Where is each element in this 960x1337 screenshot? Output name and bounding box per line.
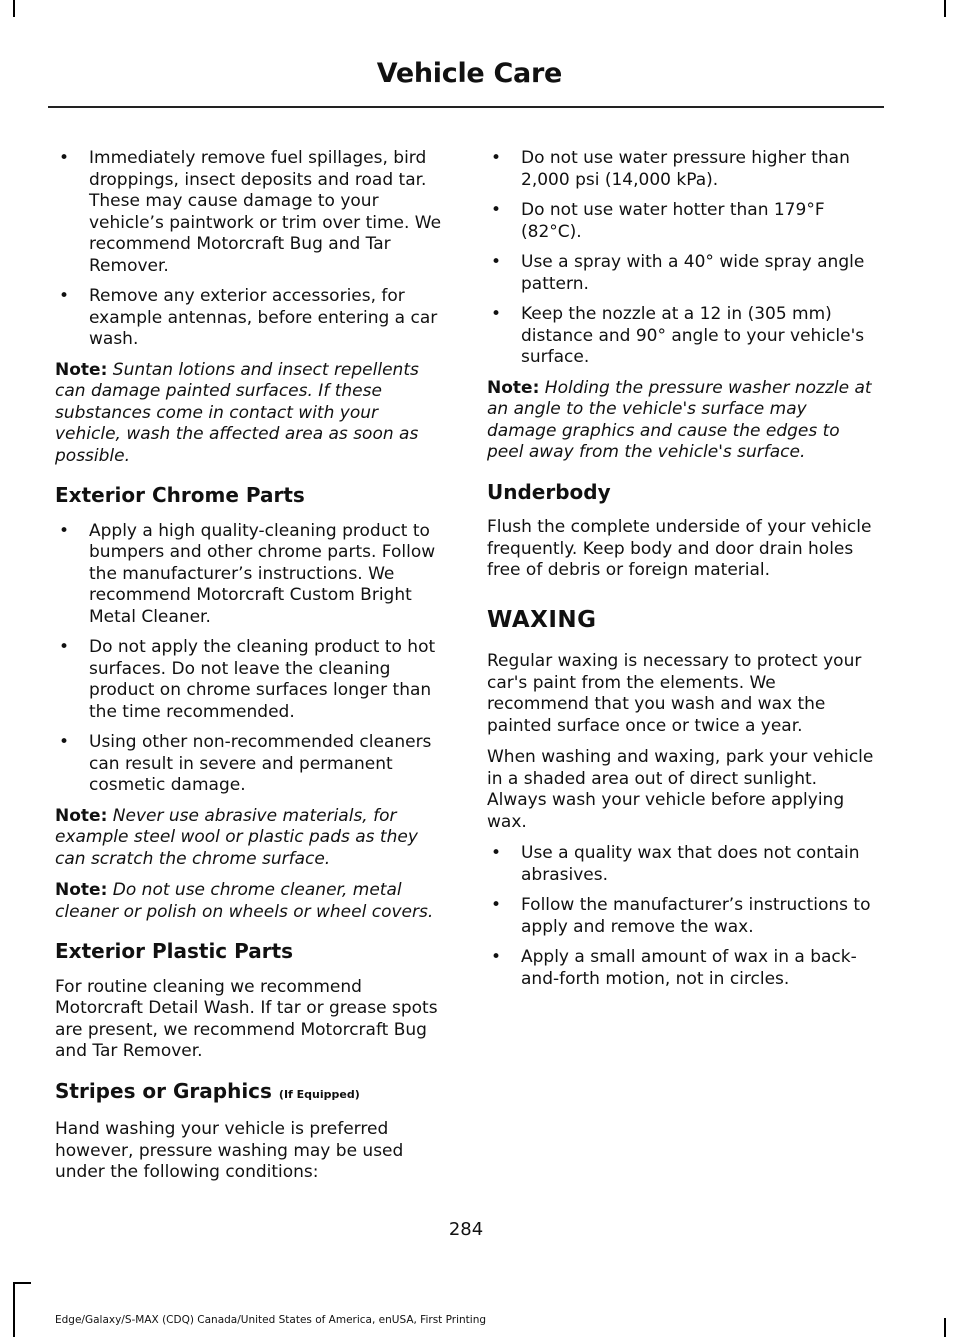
footer-text: Edge/Galaxy/S-MAX (CDQ) Canada/United States of America, enUSA, First Printing: [55, 1314, 487, 1326]
note-abrasive: Note: Never use abrasive materials, for example steel wool or plastic pads as they can scratch the chrome surface.: [55, 805, 418, 869]
crop-mark-top-left-v: [13, 0, 15, 17]
list-item: • Apply a small amount of wax in a back-and-forth motion, not in circles.: [491, 947, 857, 989]
crop-mark-bottom-right-v: [944, 1318, 946, 1337]
chrome-list: [55, 521, 447, 797]
paragraph-stripes: Hand washing your vehicle is preferred however, pressure washing may be used under the following conditions:: [55, 1119, 404, 1182]
heading-underbody: Underbody: [487, 479, 611, 504]
heading-exterior-plastic-parts: Exterior Plastic Parts: [55, 939, 294, 963]
heading-exterior-chrome-parts: Exterior Chrome Parts: [55, 483, 305, 507]
note-nozzle: Note: Holding the pressure washer nozzle at an angle to the vehicle's surface may damage graphics and cause the edges to peel away from the vehicle's surface.: [487, 377, 872, 462]
heading-stripes-graphics: Stripes or Graphics (If Equipped): [55, 1078, 360, 1103]
heading-waxing: WAXING: [487, 606, 597, 633]
left-column: [55, 148, 447, 1194]
list-item: • Keep the nozzle at a 12 in (305 mm) distance and 90° angle to your vehicle's surface.: [491, 304, 865, 367]
note-suntan: Note: Suntan lotions and insect repellents can damage painted surfaces. If these substances come in contact with your vehicle, wash the affected area as soon as possible.: [55, 359, 419, 466]
paragraph-waxing-2: When washing and waxing, park your vehicle in a shaded area out of direct sunlight. Always wash your vehicle before applying wax.: [487, 747, 874, 832]
waxing-list: [487, 843, 879, 990]
list-item: • Using other non-recommended cleaners can result in severe and permanent cosmetic damage.: [59, 732, 432, 795]
pressure-wash-list: [487, 148, 879, 369]
fuel-spill-list: [55, 148, 447, 351]
list-item: • Do not use water hotter than 179°F (82°C).: [491, 200, 825, 242]
list-item: • Remove any exterior accessories, for example antennas, before entering a car wash.: [59, 286, 438, 349]
paragraph-underbody: Flush the complete underside of your vehicle frequently. Keep body and door drain holes free of debris or foreign material.: [487, 517, 872, 580]
list-item: • Apply a high quality-cleaning product to bumpers and other chrome parts. Follow the manufacturer’s instructions. We recommend Motorcraft Custom Bright Metal Cleaner.: [59, 520, 436, 627]
list-item: • Use a quality wax that does not contain abrasives.: [491, 843, 860, 885]
list-item: • Immediately remove fuel spillages, bird droppings, insect deposits and road tar. These may cause damage to your vehicle’s paintwork or trim over time. We recommend Motorcraft Bug and Tar Remover.: [59, 148, 442, 276]
list-item: • Do not apply the cleaning product to hot surfaces. Do not leave the cleaning product on chrome surfaces longer than the time recommended.: [59, 637, 436, 722]
list-item: • Use a spray with a 40° wide spray angle pattern.: [491, 252, 865, 294]
crop-mark-bottom-left-v: [13, 1282, 15, 1337]
list-item: • Follow the manufacturer’s instructions to apply and remove the wax.: [491, 895, 871, 937]
note-chrome-cleaner: Note: Do not use chrome cleaner, metal cleaner or polish on wheels or wheel covers.: [55, 880, 434, 922]
crop-mark-top-right-v: [944, 0, 946, 17]
list-item: • Do not use water pressure higher than 2,000 psi (14,000 kPa).: [491, 148, 850, 190]
paragraph-plastic: For routine cleaning we recommend Motorcraft Detail Wash. If tar or grease spots are present, we recommend Motorcraft Bug and Tar Remover.: [55, 976, 438, 1061]
paragraph-waxing-1: Regular waxing is necessary to protect your car's paint from the elements. We recommend that you wash and wax the painted surface once or twice a year.: [487, 651, 862, 736]
right-column: [487, 148, 879, 999]
header-divider: [48, 106, 884, 108]
page-number: 284: [448, 1219, 484, 1240]
page-title: Vehicle Care: [376, 58, 562, 89]
crop-mark-bottom-left-h: [13, 1282, 31, 1284]
